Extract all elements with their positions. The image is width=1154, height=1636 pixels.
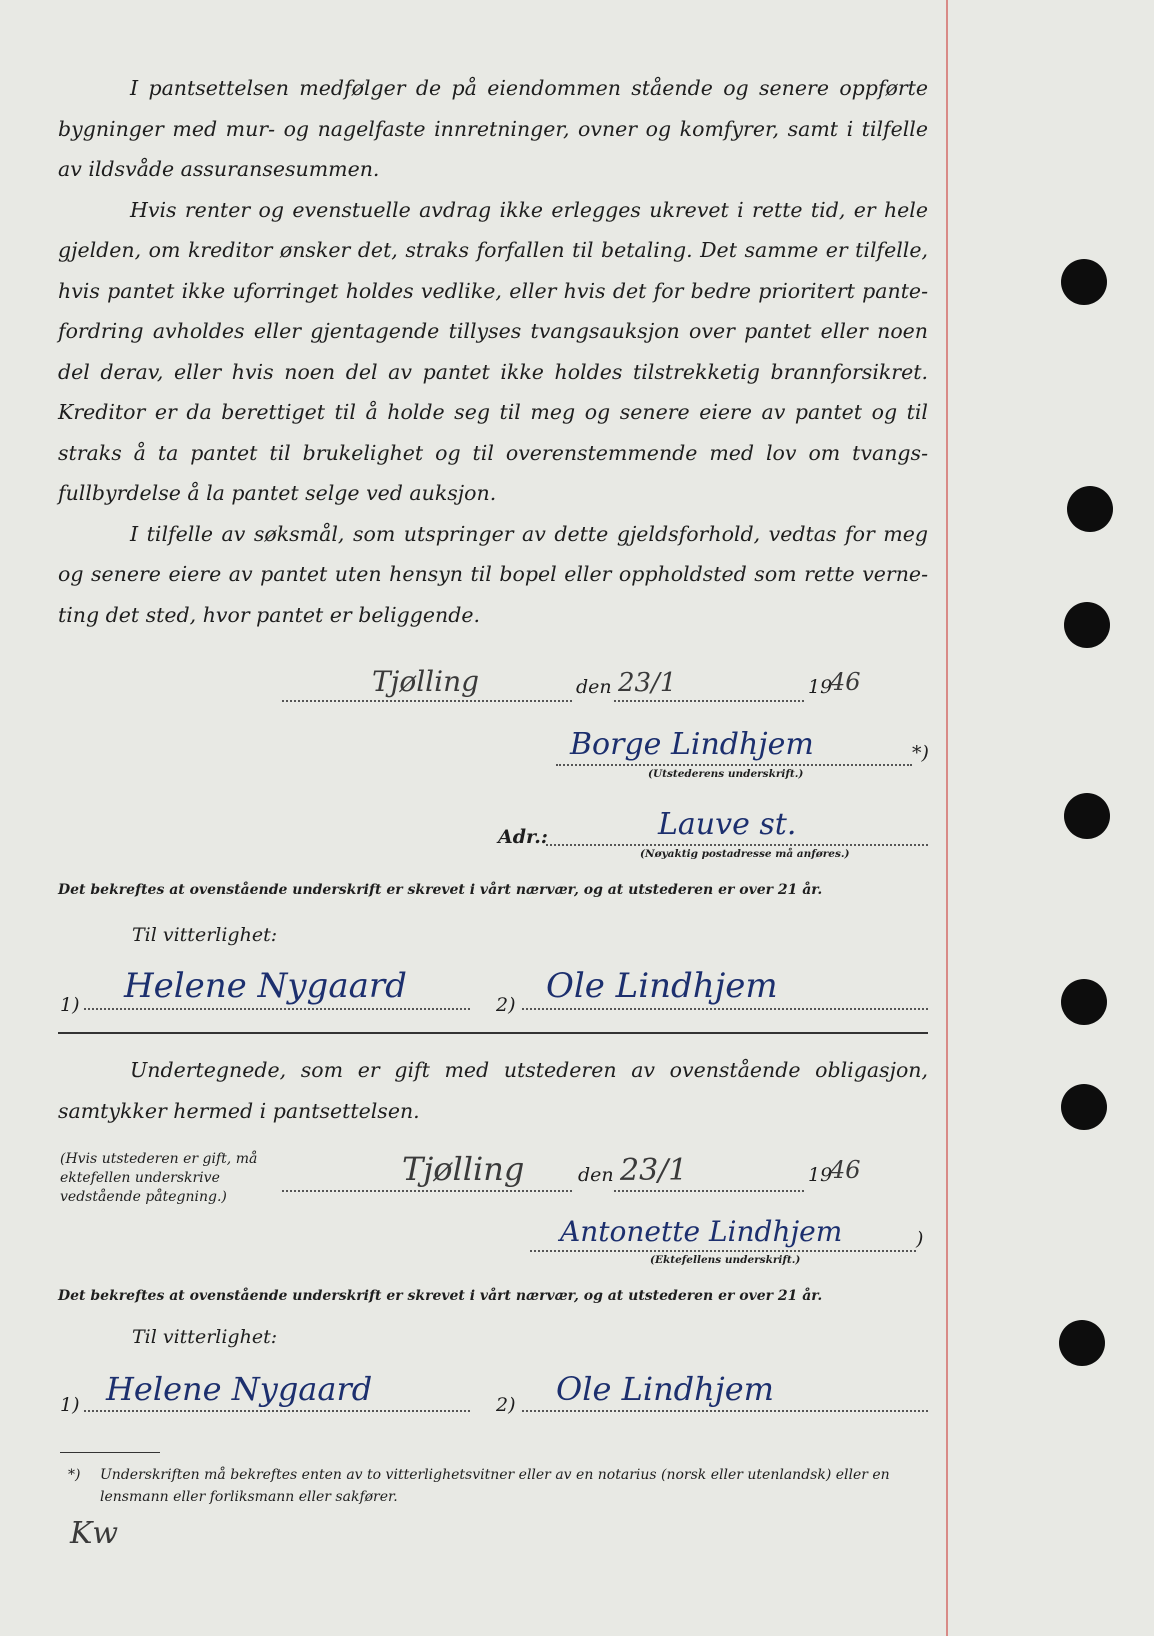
spouse-consent: [58, 1050, 928, 1131]
terms-text: [58, 68, 928, 635]
address-line: [546, 807, 928, 846]
punch-hole: [1064, 602, 1110, 648]
spouse-consent-text: Undertegnede, som er gift med utstederen av ovenstående obligasjon, samtykker hermed i pantsettelsen.: [58, 1058, 928, 1123]
margin-line: [946, 0, 948, 1636]
spouse-signature-line: [530, 1215, 916, 1252]
paragraph-default-terms: Hvis renter og evenstuelle avdrag ikke erlegges ukrevet i rette tid, er hele gjelden, om kreditor ønsker det, straks forfallen til betaling. Det samme er tilfelle, hvis pantet ikke uforringet holdes vedlike, eller hvis det for bedre prioritert pante- fordring avholdes eller gjentagende tillyses tvangsauksjon over pantet eller noen del derav, eller hvis noen del av pantet ikke holdes tilstrekketig brannforsikret. Kreditor er da berettiget til å holde seg til meg og senere eiere av pantet og til straks å ta pantet til brukelighet og til overenstemmende med lov om tvangs- fullbyrdelse å la pantet selge ved auksjon.: [58, 197, 928, 505]
issuer-signature-caption: (Utstederens underskrift.): [648, 768, 804, 780]
footnote: [68, 1464, 930, 1508]
witness-1-line: [84, 966, 470, 1010]
witness-2-1-line: [84, 1370, 470, 1412]
witness-2-signature: Ole Lindhjem: [546, 966, 778, 1006]
spouse-den-label: den: [578, 1164, 614, 1186]
witness-2-1-signature: Helene Nygaard: [106, 1370, 373, 1408]
signature-marker: *): [912, 742, 929, 764]
attestation-statement: Det bekreftes at ovenstående underskrift er skrevet i vårt nærvær, og at utstederen er over 21 år.: [58, 882, 823, 898]
address-label: Adr.:: [498, 826, 548, 848]
den-label: den: [576, 676, 612, 698]
spouse-date-line: [614, 1153, 804, 1192]
section-divider: [58, 1032, 928, 1034]
year-prefix: 19: [808, 676, 833, 698]
spouse-place-line: [282, 1150, 572, 1192]
year-handwritten: 46: [830, 668, 861, 696]
spouse-place-handwritten: Tjølling: [402, 1150, 525, 1188]
footnote-mark: *): [68, 1467, 81, 1483]
witness-2-2-line: [522, 1370, 928, 1412]
witness-1-signature: Helene Nygaard: [124, 966, 407, 1006]
spouse-signature: Antonette Lindhjem: [560, 1215, 843, 1248]
date-handwritten: 23/1: [618, 668, 677, 698]
date-line: [614, 668, 804, 702]
issuer-signature-line: [556, 727, 912, 766]
paragraph-pledge-scope: I pantsettelsen medfølger de på eiendommen stående og senere oppførte bygninger med mur- og nagelfaste innretninger, ovner og komfyrer, samt i tilfelle av ildsvåde assuransesummen.: [58, 76, 928, 181]
witness-heading-2: Til vitterlighet:: [132, 1326, 278, 1348]
spouse-year-handwritten: 46: [830, 1156, 861, 1184]
punch-hole: [1067, 486, 1113, 532]
punch-hole: [1059, 1320, 1105, 1366]
spouse-signature-marker: ): [916, 1228, 924, 1250]
witness-1-number: 1): [60, 994, 80, 1016]
paragraph-venue: I tilfelle av søksmål, som utspringer av dette gjeldsforhold, vedtas for meg og senere eiere av pantet uten hensyn til bopel eller oppholdsted som rette verne- ting det sted, hvor pantet er beliggende.: [58, 521, 928, 627]
attestation-statement-2: Det bekreftes at ovenstående underskrift er skrevet i vårt nærvær, og at utstederen er over 21 år.: [58, 1288, 823, 1304]
witness-2-line: [522, 966, 928, 1010]
witness-2-1-number: 1): [60, 1394, 80, 1416]
address-caption: (Nøyaktig postadresse må anføres.): [640, 848, 850, 860]
witness-2-2-number: 2): [496, 1394, 516, 1416]
punch-hole: [1061, 259, 1107, 305]
place-line: [282, 665, 572, 702]
clerk-initials: Kw: [70, 1516, 119, 1551]
punch-hole: [1061, 979, 1107, 1025]
witness-heading: Til vitterlighet:: [132, 924, 278, 946]
spouse-year-prefix: 19: [808, 1164, 833, 1186]
place-handwritten: Tjølling: [372, 665, 480, 698]
punch-hole: [1064, 793, 1110, 839]
issuer-signature: Borge Lindhjem: [570, 727, 814, 762]
witness-2-number: 2): [496, 994, 516, 1016]
witness-2-2-signature: Ole Lindhjem: [556, 1370, 774, 1408]
spouse-signature-caption: (Ektefellens underskrift.): [650, 1254, 801, 1266]
address-handwritten: Lauve st.: [658, 807, 797, 842]
footnote-rule: [60, 1452, 160, 1453]
spouse-date-handwritten: 23/1: [620, 1153, 688, 1188]
punch-hole: [1061, 1084, 1107, 1130]
spouse-note: (Hvis utstederen er gift, må ektefellen underskrive vedstående påtegning.): [60, 1151, 258, 1205]
footnote-text: Underskriften må bekreftes enten av to vitterlighetsvitner eller av en notarius (norsk eller utenlandsk) eller en lensmann eller forliksmann eller sakfører.: [100, 1467, 890, 1505]
